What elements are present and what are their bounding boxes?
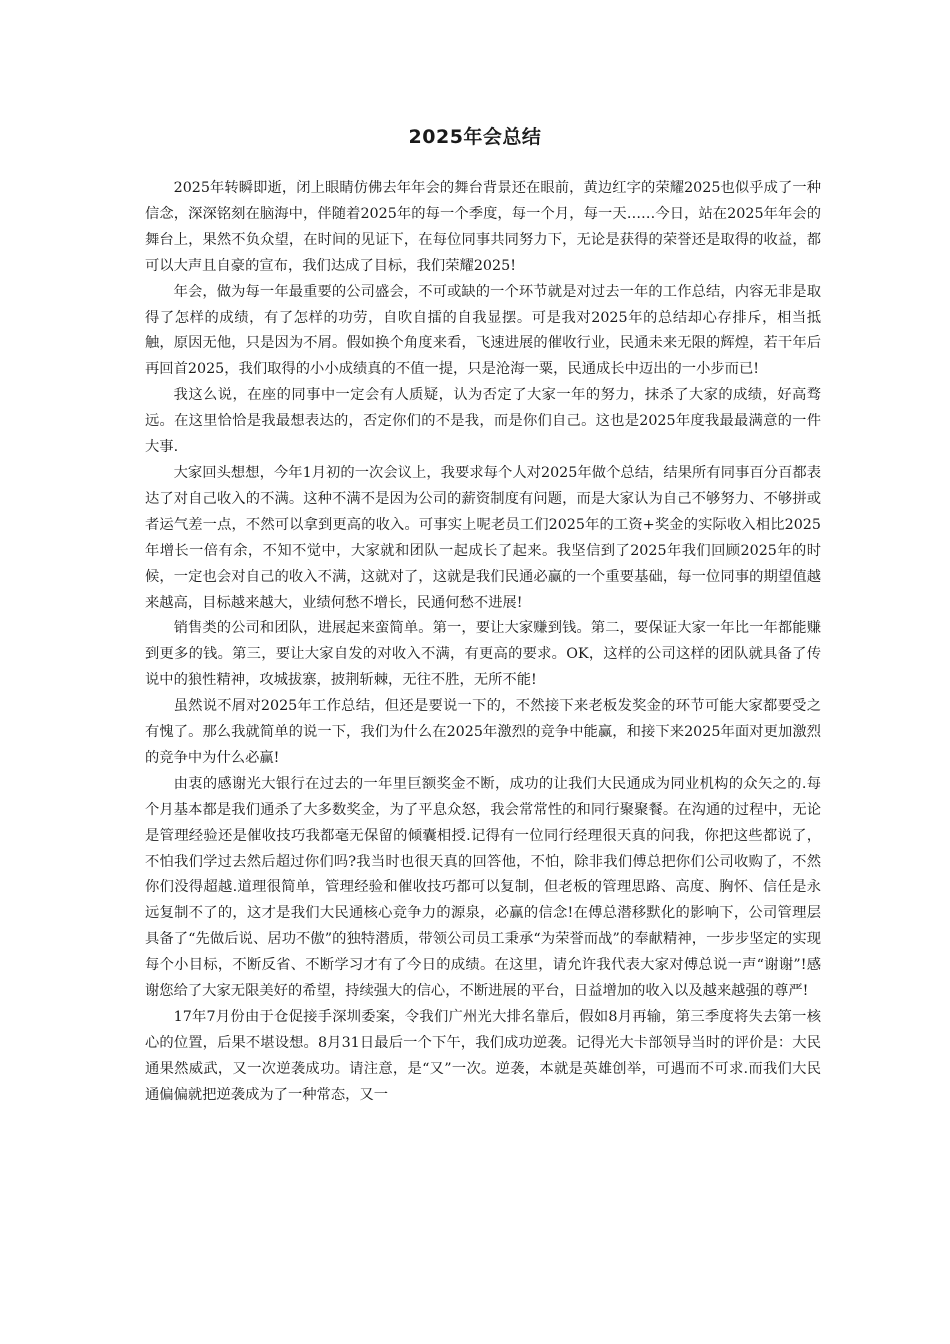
paragraph: 我这么说，在座的同事中一定会有人质疑，认为否定了大家一年的努力，抹杀了大家的成绩，好高骛远。在这里恰恰是我最想表达的，否定你们的不是我，而是你们自己。这也是2025年度我最最满意的一件大事. — [145, 387, 821, 456]
paragraph: 虽然说不屑对2025年工作总结，但还是要说一下的，不然接下来老板发奖金的环节可能大家都要受之有愧了。那么我就简单的说一下，我们为什么在2025年激烈的竞争中能赢，和接下来2025年面对更加激烈的竞争中为什么必赢! — [145, 698, 821, 766]
document-body — [145, 176, 821, 1109]
paragraph: 由衷的感谢光大银行在过去的一年里巨额奖金不断，成功的让我们大民通成为同业机构的众矢之的.每个月基本都是我们通杀了大多数奖金，为了平息众怒，我会常常性的和同行聚聚餐。在沟通的过程中，无论是管理经验还是催收技巧我都毫无保留的倾囊相授.记得有一位同行经理很天真的问我，你把这些都说了，不怕我们学过去然后超过你们吗?我当时也很天真的回答他，不怕，除非我们傅总把你们公司收购了，不然你们没得超越.道理很简单，管理经验和催收技巧都可以复制，但老板的管理思路、高度、胸怀、信任是永远复制不了的，这才是我们大民通核心竞争力的源泉，必赢的信念!在傅总潜移默化的影响下，公司管理层具备了“先做后说、居功不傲”的独特潜质，带领公司员工秉承“为荣誉而战”的奉献精神，一步步坚定的实现每个小目标，不断反省、不断学习才有了今日的成绩。在这里，请允许我代表大家对傅总说一声“谢谢”!感谢您给了大家无限美好的希望，持续强大的信心，不断进展的平台，日益增加的收入以及越来越强的尊严! — [145, 775, 821, 1000]
paragraph: 年会，做为每一年最重要的公司盛会，不可或缺的一个环节就是对过去一年的工作总结，内容无非是取得了怎样的成绩，有了怎样的功劳，自吹自擂的自我显摆。可是我对2025年的总结却心存排斥，相当抵触，原因无他，只是因为不屑。假如换个角度来看，飞速进展的催收行业，民通未来无限的辉煌，若干年后再回首2025，我们取得的小小成绩真的不值一提，只是沧海一粟，民通成长中迈出的一小步而已! — [145, 283, 821, 378]
document-title: 2025年会总结 — [408, 126, 542, 148]
paragraph: 2025年转瞬即逝，闭上眼睛仿佛去年年会的舞台背景还在眼前，黄边红字的荣耀2025也似乎成了一种信念，深深铭刻在脑海中，伴随着2025年的每一个季度，每一个月，每一天……今日，站在2025年年会的舞台上，果然不负众望，在时间的见证下，在每位同事共同努力下，无论是获得的荣誉还是取得的收益，都可以大声且自豪的宣布，我们达成了目标，我们荣耀2025! — [145, 180, 821, 274]
paragraph: 大家回头想想，今年1月初的一次会议上，我要求每个人对2025年做个总结，结果所有同事百分百都表达了对自己收入的不满。这种不满不是因为公司的薪资制度有问题，而是大家认为自己不够努力、不够拼或者运气差一点，不然可以拿到更高的收入。可事实上呢老员工们2025年的工资+奖金的实际收入相比2025年增长一倍有余，不知不觉中，大家就和团队一起成长了起来。我坚信到了2025年我们回顾2025年的时候，一定也会对自己的收入不满，这就对了，这就是我们民通必赢的一个重要基础，每一位同事的期望值越来越高，目标越来越大，业绩何愁不增长，民通何愁不进展! — [145, 464, 821, 611]
paragraph: 17年7月份由于仓促接手深圳委案，令我们广州光大排名靠后，假如8月再输，第三季度将失去第一核心的位置，后果不堪设想。8月31日最后一个下午，我们成功逆袭。记得光大卡部领导当时的评价是：大民通果然威武，又一次逆袭成功。请注意，是“又”一次。逆袭，本就是英雄创举，可遇而不可求.而我们大民通偏偏就把逆袭成为了一种常态，又一 — [145, 1009, 821, 1103]
paragraph: 销售类的公司和团队，进展起来蛮简单。第一，要让大家赚到钱。第二，要保证大家一年比一年都能赚到更多的钱。第三，要让大家自发的对收入不满，有更高的要求。OK，这样的公司这样的团队就具备了传说中的狼性精神，攻城拔寨，披荆斩棘，无往不胜，无所不能! — [145, 620, 821, 689]
